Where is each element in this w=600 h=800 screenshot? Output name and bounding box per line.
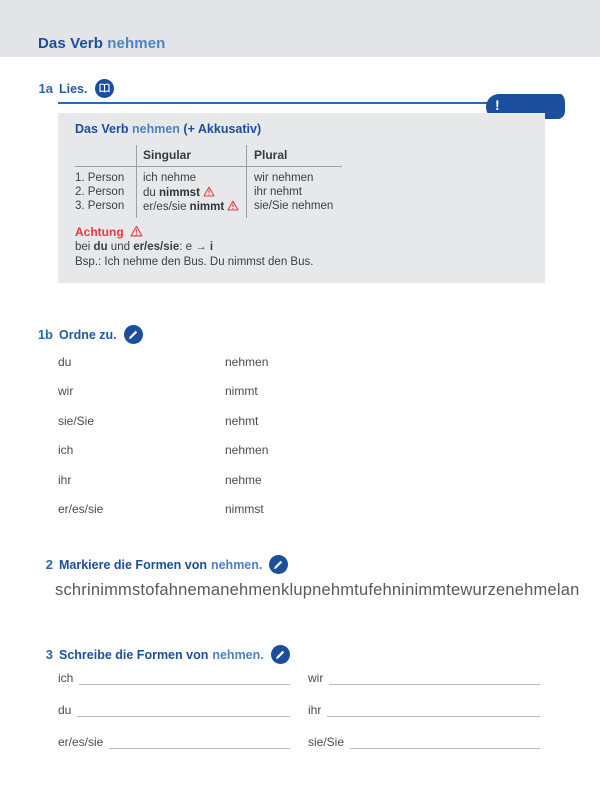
rule-text: bei [75,241,94,253]
write-row [58,668,290,685]
match-pronoun[interactable]: du [58,355,72,369]
singular-text: er/es/sie [143,201,190,213]
table-row-person: 1. Person [75,172,125,184]
grammar-box-title-dark: Das Verb [75,122,129,136]
write-row [58,732,290,749]
achtung-text: Achtung [75,225,124,239]
rule-bold: er/es/sie [133,241,180,253]
achtung-rule [75,241,213,253]
write-pronoun: wir [308,671,324,685]
column-header-plural: Plural [254,148,288,162]
page-title-dark: Das Verb [38,35,104,52]
section-2-header [36,555,288,574]
table-header-divider [75,166,342,167]
section-1b-label: Ordne zu. [59,327,117,342]
answer-line[interactable] [329,671,540,685]
section-1b-number: 1b [37,327,53,342]
warning-triangle-icon [203,186,215,197]
table-row-singular [143,172,196,184]
page-title [38,35,165,52]
section-1a-number: 1a [38,81,53,96]
section-3-label: Schreibe die Formen von [59,647,209,662]
write-row [58,700,290,717]
read-book-icon [95,79,114,98]
table-row-plural: wir nehmen [254,172,314,184]
section-1b-header [36,325,143,344]
exclamation-icon: ! [495,97,500,113]
table-vertical-divider-2 [246,145,247,218]
table-row-singular [143,186,215,199]
table-vertical-divider-1 [136,145,137,218]
column-header-singular: Singular [143,148,192,162]
match-verb-form[interactable]: nehmen [225,443,269,457]
achtung-example: Bsp.: Ich nehme den Bus. Du nimmst den Bus. [75,256,314,268]
rule-text: und [107,241,134,253]
answer-line[interactable] [109,735,290,749]
match-verb-form[interactable]: nehmt [225,414,259,428]
answer-line[interactable] [77,703,290,717]
pencil-icon [269,555,288,574]
match-pronoun[interactable]: ich [58,443,74,457]
write-pronoun: sie/Sie [308,735,345,749]
table-row-person: 2. Person [75,186,125,198]
section-3-header [36,645,290,664]
rule-text: : e → [179,241,210,253]
write-column-left [58,668,290,764]
grammar-box-title-rest: (+ Akkusativ) [183,122,262,136]
grammar-box [58,113,545,283]
answer-line[interactable] [327,703,540,717]
write-pronoun: er/es/sie [58,735,104,749]
match-pronoun[interactable]: ihr [58,473,72,487]
write-row [308,668,540,685]
rule-bold: du [93,241,108,253]
match-verb-form[interactable]: nehme [225,473,262,487]
table-row-person: 3. Person [75,200,125,212]
grammar-box-title [75,122,261,136]
divider-rule [58,102,490,104]
answer-line[interactable] [350,735,540,749]
write-row [308,732,540,749]
word-snake[interactable]: schrinimmstofahnemanehmenklupnehmtufehninimmtewurzenehmelan [55,581,580,599]
page-title-accent: nehmen [107,35,166,52]
table-row-plural: sie/Sie nehmen [254,200,334,212]
section-3-accent: nehmen. [212,647,264,662]
match-verb-form[interactable]: nehmen [225,355,269,369]
singular-text: du [143,187,159,199]
match-verb-form[interactable]: nimmt [225,384,258,398]
singular-irregular-form: nimmt [189,201,225,213]
table-row-plural: ihr nehmt [254,186,302,198]
warning-triangle-icon [130,225,143,237]
section-3-number: 3 [45,647,53,662]
warning-triangle-icon [227,200,239,211]
table-row-singular [143,200,239,213]
pencil-icon [124,325,143,344]
rule-bold: i [209,241,214,253]
match-pronoun[interactable]: wir [58,384,74,398]
section-2-label: Markiere die Formen von [59,557,207,572]
write-pronoun: du [58,703,72,717]
write-row [308,700,540,717]
section-1a-label: Lies. [59,81,88,96]
achtung-label [75,225,143,239]
match-pronoun[interactable]: er/es/sie [58,502,104,516]
pencil-icon [271,645,290,664]
section-2-accent: nehmen. [210,557,263,572]
write-column-right [308,668,540,764]
grammar-box-title-accent: nehmen [132,122,180,136]
singular-irregular-form: nimmst [159,187,200,199]
answer-line[interactable] [79,671,290,685]
match-pronoun[interactable]: sie/Sie [58,414,95,428]
section-2-number: 2 [45,557,53,572]
match-verb-form[interactable]: nimmst [225,502,264,516]
write-pronoun: ihr [308,703,322,717]
write-pronoun: ich [58,671,74,685]
section-1a-header [36,79,114,98]
singular-text: ich nehme [143,172,197,184]
